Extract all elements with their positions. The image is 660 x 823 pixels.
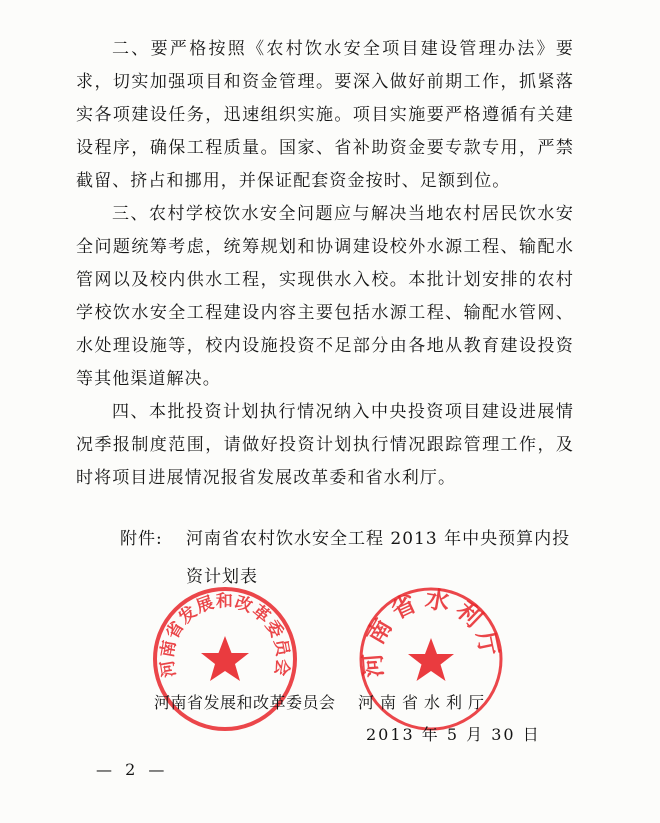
signatory-water-dept: 河南省水利厅 <box>358 693 491 712</box>
water-seal-text: 河南省水利厅 <box>358 584 505 679</box>
paragraph-three: 三、农村学校饮水安全问题应与解决当地农村居民饮水安全问题统筹考虑，统筹规划和协调建设校外水源工程、输配水管网以及校内供水工程，实现供水入校。本批计划安排的农村学校饮水安全工程建设内容主要包括水源工程、输配水管网、水处理设施等，校内设施投资不足部分由各地从教育建设投资等其他渠道解决。 <box>76 204 574 389</box>
star-icon <box>201 636 249 681</box>
paragraph-four: 四、本批投资计划执行情况纳入中央投资项目建设进展情况季报制度范围，请做好投资计划执行情况跟踪管理工作，及时将项目进展情况报省发展改革委和省水利厅。 <box>76 402 574 488</box>
issue-date: 2013 年 5 月 30 日 <box>366 725 541 744</box>
signatory-drc: 河南省发展和改革委员会 <box>154 693 336 712</box>
drc-seal-text: 河南省发展和改革委员会 <box>157 591 293 679</box>
page-number: — 2 — <box>96 760 169 779</box>
star-icon <box>408 638 454 681</box>
attachment-label: 附件: <box>120 529 163 549</box>
paragraph-two: 二、要严格按照《农村饮水安全项目建设管理办法》要求，切实加强项目和资金管理。要深入做好前期工作，抓紧落实各项建设任务，迅速组织实施。项目实施要严格遵循有关建设程序，确保工程质量。国家、省补助资金要专款专用，严禁截留、挤占和挪用，并保证配套资金按时、足额到位。 <box>76 39 574 191</box>
attachment-title: 河南省农村饮水安全工程 2013 年中央预算内投资计划表 <box>186 529 571 587</box>
